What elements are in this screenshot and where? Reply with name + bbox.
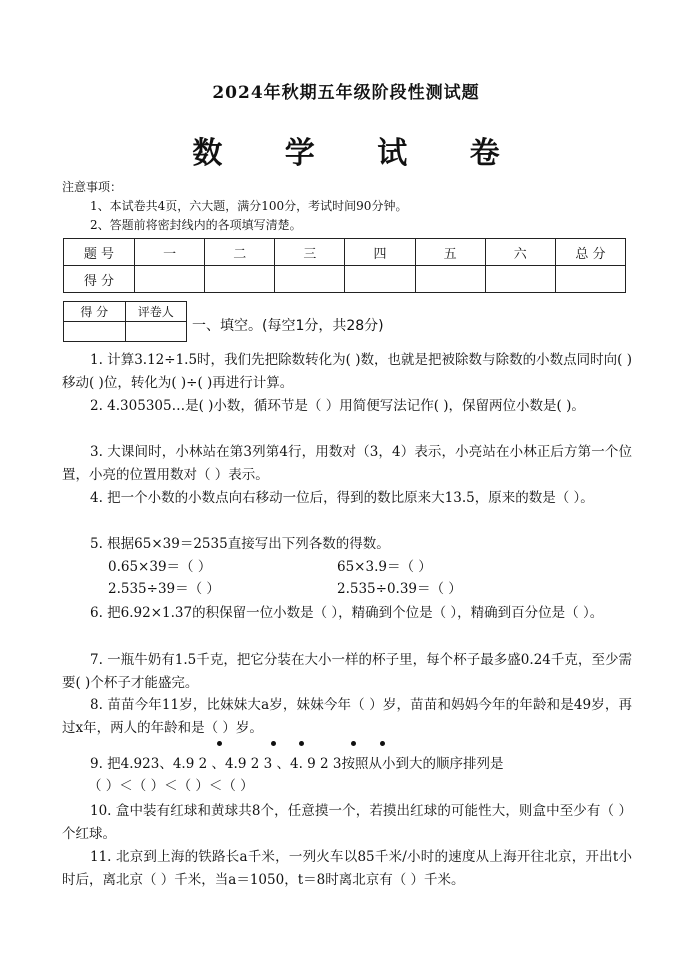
repeating-dot [217, 741, 222, 746]
q5-item: 65×3.9＝（ ） [337, 559, 432, 575]
q9-order-line: （ ）＜（ ）＜（ ）＜（ ） [88, 778, 254, 794]
score-header-cell: 总 分 [555, 239, 625, 266]
score-cell[interactable] [345, 266, 415, 293]
repeating-dot [299, 741, 304, 746]
grader-score-label: 得 分 [64, 302, 126, 322]
score-table [63, 238, 626, 293]
score-header-cell: 五 [415, 239, 485, 266]
repeating-dot [351, 741, 356, 746]
q5-item: 2.535÷0.39＝（ ） [337, 581, 462, 597]
score-header-cell: 二 [205, 239, 275, 266]
question-6: 6. 把6.92×1.37的积保留一位小数是（ ），精确到个位是（ ），精确到百分位是（ ）。 [90, 605, 604, 621]
score-table-score-row [64, 266, 626, 293]
score-cell[interactable] [205, 266, 275, 293]
score-header-cell: 三 [275, 239, 345, 266]
question-1: 1. 计算3.12÷1.5时，我们先把除数转化为( )数，也就是把被除数与除数的小数点同时向( )移动( )位，转化为( )÷( )再进行计算。 [62, 352, 632, 391]
question-2: 2. 4.305305…是( )小数，循环节是（ ）用简便写法记作( )，保留两位小数是( )。 [90, 398, 585, 414]
question-4: 4. 把一个小数的小数点向右移动一位后，得到的数比原来大13.5，原来的数是（ ）。 [90, 490, 594, 506]
score-header-cell: 六 [485, 239, 555, 266]
question-11: 11. 北京到上海的铁路长a千米，一列火车以85千米/小时的速度从上海开往北京，开出t小时后，离北京（ ）千米，当a＝1050，t＝8时离北京有（ ）千米。 [62, 849, 632, 888]
note-item: 2、答题前将密封线内的各项填写清楚。 [90, 218, 302, 232]
question-9: 9. 把4.923、4.9 2 、4.9 2 3 、4. 9 2 3按照从小到大的顺序排列是 [90, 756, 504, 772]
q5-item: 0.65×39＝（ ） [108, 559, 212, 575]
repeating-dot [271, 741, 276, 746]
score-header-cell: 题 号 [64, 239, 135, 266]
score-header-cell: 一 [135, 239, 205, 266]
q5-item: 2.535÷39＝（ ） [108, 581, 220, 597]
question-7: 7. 一瓶牛奶有1.5千克，把它分装在大小一样的杯子里，每个杯子最多盛0.24千克，至少需要( )个杯子才能盛完。 [62, 652, 632, 691]
note-item: 1、本试卷共4页，六大题，满分100分，考试时间90分钟。 [90, 199, 408, 213]
grader-score-cell[interactable] [64, 322, 126, 342]
score-table-header-row [64, 239, 626, 266]
grader-name-cell[interactable] [125, 322, 187, 342]
subject-title: 数 学 试 卷 [192, 136, 526, 171]
grader-name-label: 评卷人 [125, 302, 187, 322]
question-3: 3. 大课间时，小林站在第3列第4行，用数对（3，4）表示，小亮站在小林正后方第一个位置，小亮的位置用数对（ ）表示。 [62, 444, 632, 483]
section-title: 一、填空。(每空1分，共28分) [192, 318, 384, 334]
question-8: 8. 苗苗今年11岁，比妹妹大a岁，妹妹今年（ ）岁，苗苗和妈妈今年的年龄和是49岁，再过x年，两人的年龄和是（ ）岁。 [62, 697, 632, 736]
score-cell[interactable] [275, 266, 345, 293]
question-5: 5. 根据65×39＝2535直接写出下列各数的得数。 [90, 536, 390, 552]
score-cell[interactable] [485, 266, 555, 293]
score-cell[interactable] [415, 266, 485, 293]
question-10: 10. 盒中装有红球和黄球共8个，任意摸一个，若摸出红球的可能性大，则盒中至少有（ ）个红球。 [62, 803, 632, 842]
score-row-label: 得 分 [64, 266, 135, 293]
score-header-cell: 四 [345, 239, 415, 266]
score-cell[interactable] [555, 266, 625, 293]
repeating-dot [380, 741, 385, 746]
score-cell[interactable] [135, 266, 205, 293]
notes-heading: 注意事项： [62, 180, 123, 194]
grader-box [63, 301, 187, 342]
exam-title: 2024年秋期五年级阶段性测试题 [212, 83, 480, 103]
